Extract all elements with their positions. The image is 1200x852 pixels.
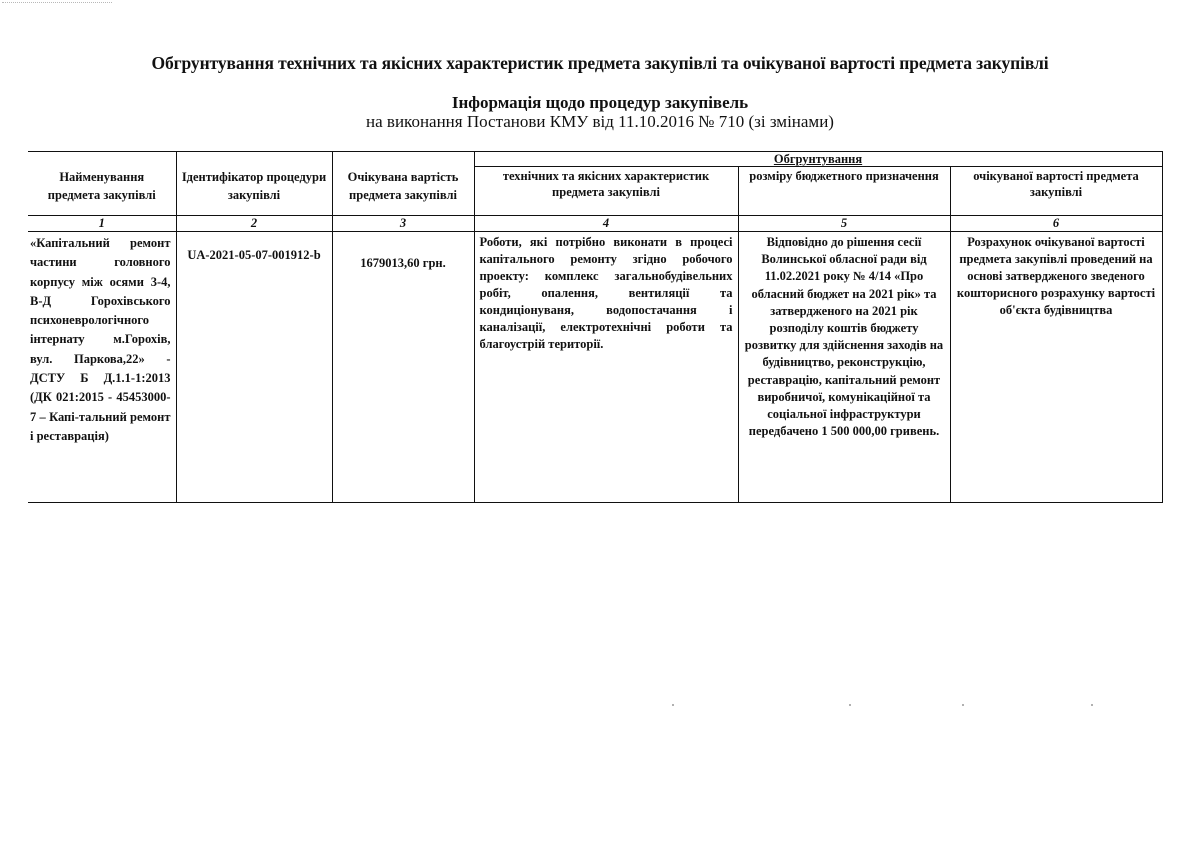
table-row xyxy=(28,232,1162,503)
column-number: 5 xyxy=(738,216,950,232)
column-number: 6 xyxy=(950,216,1162,232)
header-justification-group xyxy=(474,152,1162,167)
column-number: 4 xyxy=(474,216,738,232)
cell-expected-cost: 1679013,60 грн. xyxy=(332,232,474,503)
scan-artifact-line xyxy=(2,2,112,3)
header-budget: розміру бюджетного призначення xyxy=(738,167,950,216)
header-name: Найменування предмета закупівлі xyxy=(28,152,176,216)
header-technical: технічних та якісних характеристик предмета закупівлі xyxy=(474,167,738,216)
document-subtitle-reference: на виконання Постанови КМУ від 11.10.2016 № 710 (зі змінами) xyxy=(366,112,834,131)
cell-technical: Роботи, які потрібно виконати в процесі капітального ремонту згідно робочого проекту: комплекс загальнобудівельних робіт, опалення, вентиляції та кондиціонуваня, водопостачання і каналізації, електротехнічні роботи та благоустрій території. xyxy=(474,232,738,503)
scan-dot xyxy=(849,704,851,706)
scan-dot xyxy=(672,704,674,706)
column-number: 2 xyxy=(176,216,332,232)
cell-name: «Капітальний ремонт частини головного корпусу між осями 3-4, В-Д Горохівського психоневрологічного інтернату м.Горохів, вул. Паркова,22» - ДСТУ Б Д.1.1-1:2013 (ДК 021:2015 - 45453000-7 – Капі-тальний ремонт і реставрація) xyxy=(28,232,176,503)
column-number: 3 xyxy=(332,216,474,232)
document-title: Обгрунтування технічних та якісних характеристик предмета закупівлі та очікуваної вартості предмета закупівлі xyxy=(151,53,1049,73)
header-justification-label: Обгрунтування xyxy=(773,152,863,166)
scan-dot xyxy=(1091,704,1093,706)
column-number: 1 xyxy=(28,216,176,232)
column-number-row xyxy=(28,216,1162,232)
cell-identifier: UA-2021-05-07-001912-b xyxy=(176,232,332,503)
header-expected-value: очікуваної вартості предмета закупівлі xyxy=(950,167,1162,216)
cell-expected-value: Розрахунок очікуваної вартості предмета закупівлі проведений на основі затвердженого зведеного кошторисного розрахунку вартості об'єкта будівництва xyxy=(950,232,1162,503)
header-identifier: Ідентифікатор процедури закупівлі xyxy=(176,152,332,216)
scan-dot xyxy=(962,704,964,706)
cell-budget: Відповідно до рішення сесії Волинської обласної ради від 11.02.2021 року № 4/14 «Про обласний бюджет на 2021 рік» та затвердженого на 2021 рік розподілу коштів бюджету розвитку для здійснення заходів на будівництво, реконструкцію, реставрацію, капітальний ремонт виробничої, комунікаційної та соціальної інфраструктури передбачено 1 500 000,00 гривень. xyxy=(738,232,950,503)
document-subtitle: Інформація щодо процедур закупівель xyxy=(451,93,749,112)
header-expected-cost: Очікувана вартість предмета закупівлі xyxy=(332,152,474,216)
procurement-table xyxy=(28,151,1163,503)
